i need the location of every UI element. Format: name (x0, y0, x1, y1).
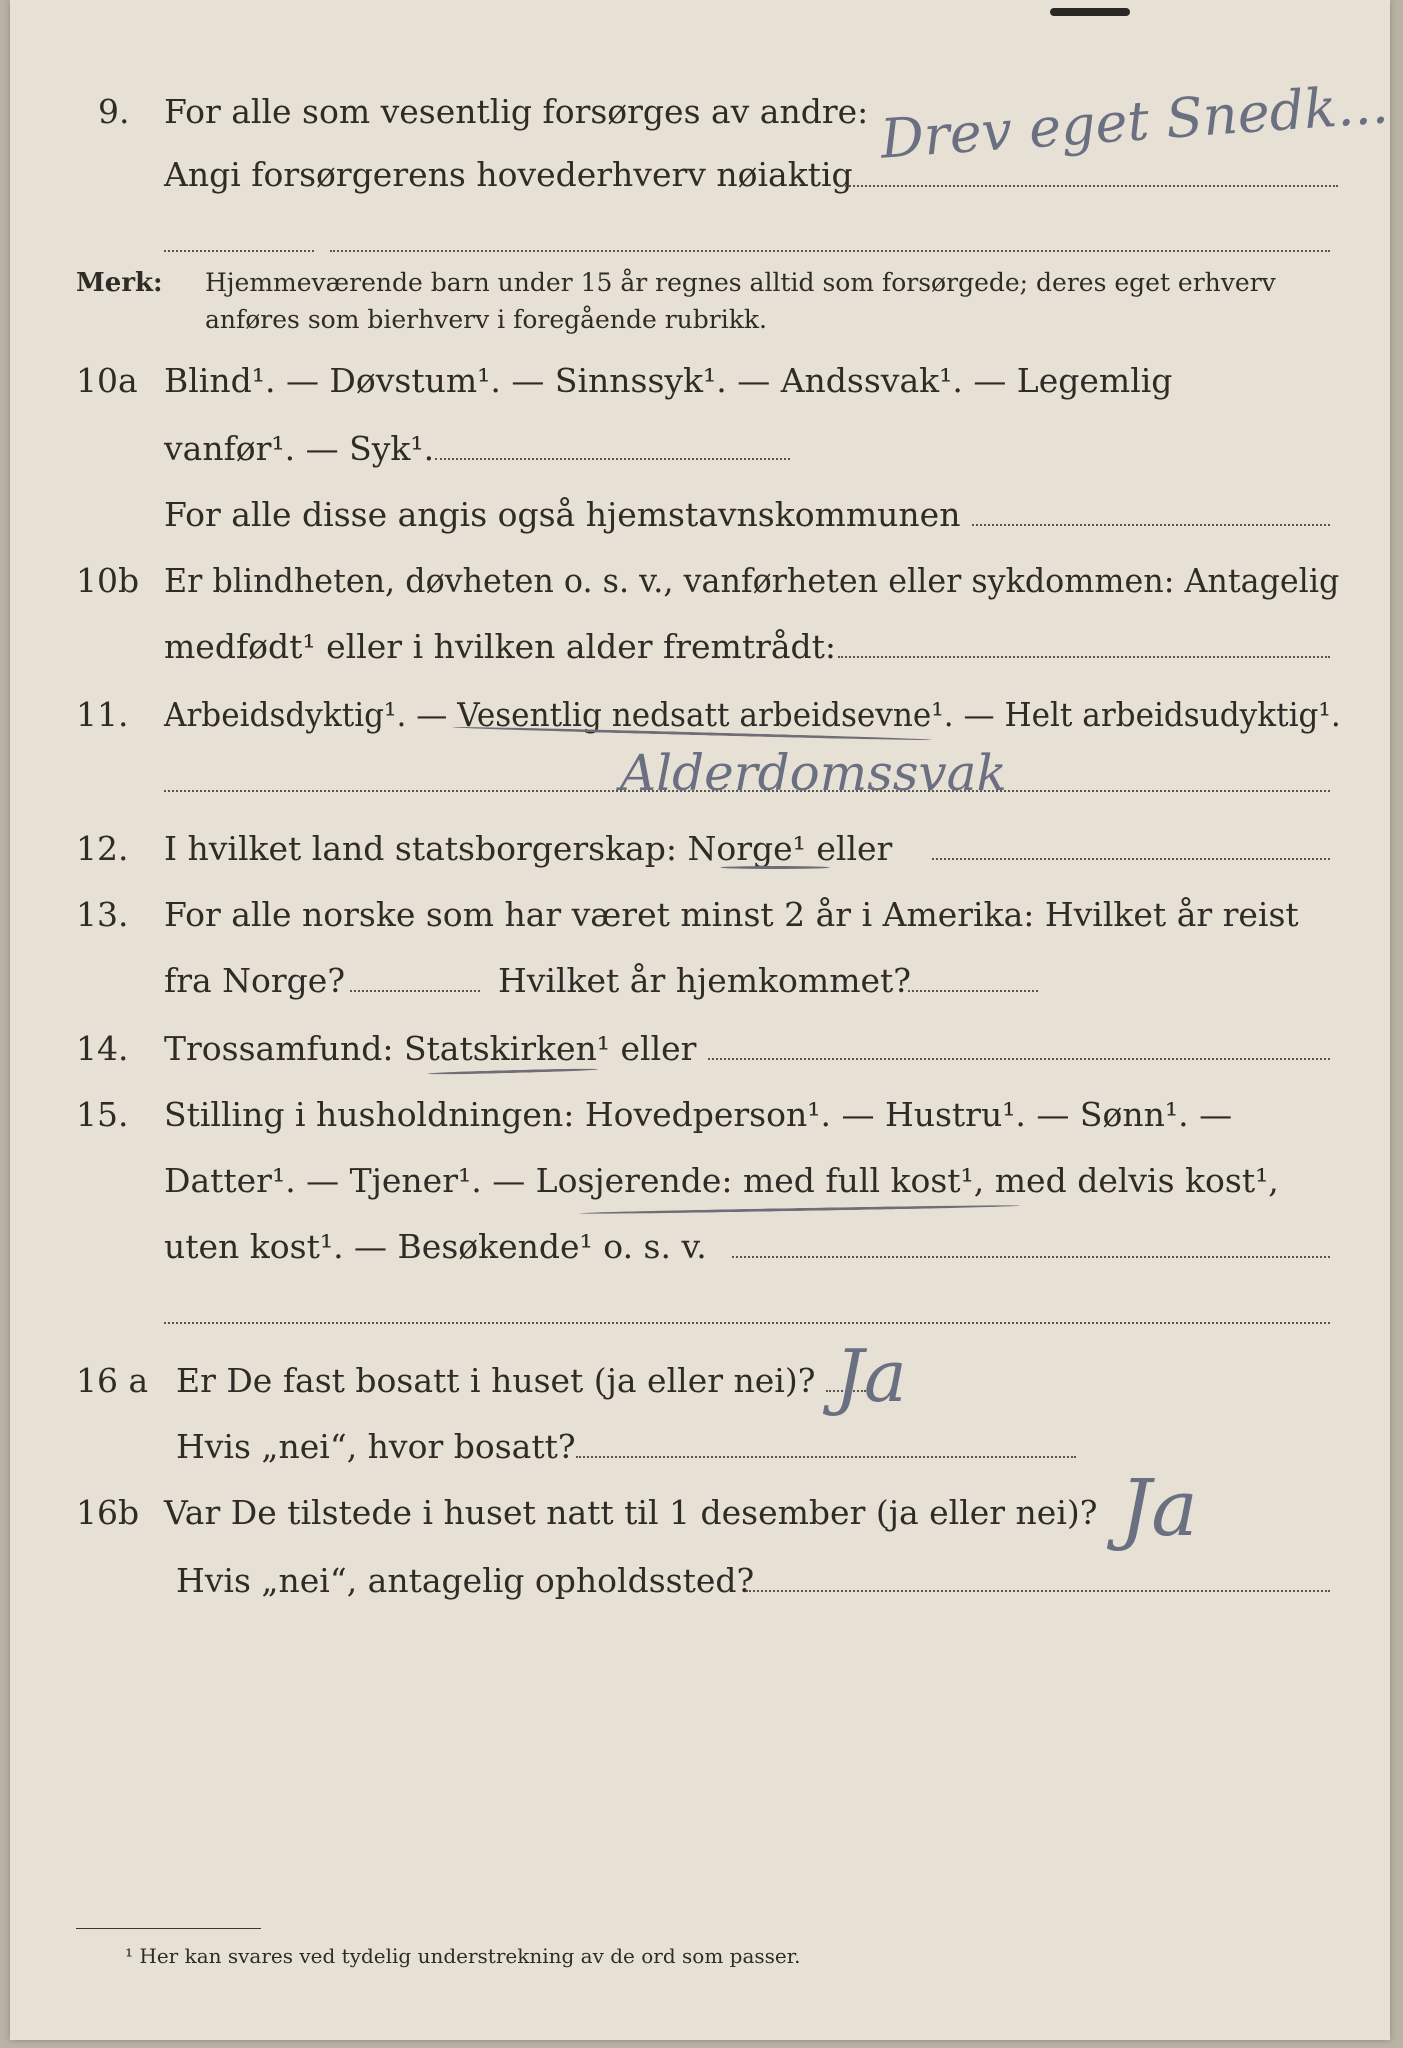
q9-handwritten-answer: Drev eget Snedk... (878, 72, 1391, 171)
q16a-line1: Er De fast bosatt i huset (ja eller nei)? (176, 1361, 816, 1400)
q15-line2: Datter¹. — Tjener¹. — Losjerende: med full kost¹, med delvis kost¹, (164, 1161, 1279, 1200)
top-edge-mark (1050, 8, 1130, 16)
q13-year-left-line (350, 990, 480, 992)
q16a-handwritten-answer: Ja (835, 1334, 907, 1418)
q16b-location-line (746, 1590, 1330, 1592)
q10b-line2: medfødt¹ eller i hvilken alder fremtrådt: (164, 627, 837, 666)
q16b-line1: Var De tilstede i huset natt til 1 desember (ja eller nei)? (164, 1493, 1098, 1532)
merk-line1: Hjemmeværende barn under 15 år regnes alltid som forsørgede; deres eget erhverv (205, 268, 1276, 297)
q12-answer-line (932, 858, 1330, 860)
q10a-answer-line2 (972, 524, 1330, 526)
q16a-number: 16 a (76, 1361, 149, 1400)
q13-number: 13. (76, 895, 129, 934)
q9-line2: Angi forsørgerens hovederhverv nøiaktig (164, 155, 853, 194)
census-form-page (10, 0, 1390, 2040)
q10a-line2: vanfør¹. — Syk¹. (164, 429, 435, 468)
q12-underline-mark (720, 866, 830, 869)
q11-number: 11. (76, 695, 129, 734)
q9-blank-line-right (330, 250, 1330, 252)
q15-number: 15. (76, 1095, 129, 1134)
q10a-answer-line1 (435, 458, 790, 460)
q10a-line1: Blind¹. — Døvstum¹. — Sinnssyk¹. — Andssvak¹. — Legemlig (164, 361, 1173, 400)
q16b-line2: Hvis „nei“, antagelig opholdssted? (176, 1561, 755, 1600)
q9-answer-line (838, 185, 1338, 187)
q13-line2b: Hvilket år hjemkommet? (498, 961, 911, 1000)
q9-blank-line-left (164, 250, 314, 252)
q13-line2a: fra Norge? (164, 961, 346, 1000)
q9-number: 9. (98, 92, 130, 131)
q12-text: I hvilket land statsborgerskap: Norge¹ eller (164, 829, 893, 868)
q13-year-returned-line (908, 990, 1038, 992)
q13-line1: For alle norske som har været minst 2 år i Amerika: Hvilket år reist (164, 895, 1299, 934)
q14-text: Trossamfund: Statskirken¹ eller (164, 1029, 697, 1068)
footnote-rule (76, 1928, 261, 1929)
q14-underline-mark (428, 1068, 598, 1075)
q10a-line3: For alle disse angis også hjemstavnskommunen (164, 495, 961, 534)
q16b-number: 16b (76, 1493, 140, 1532)
q16b-handwritten-answer: Ja (1120, 1464, 1198, 1554)
merk-line2: anføres som bierhverv i foregående rubrikk. (205, 305, 767, 334)
q12-number: 12. (76, 829, 129, 868)
q14-answer-line (708, 1058, 1330, 1060)
footnote: ¹ Her kan svares ved tydelig understrekning av de ord som passer. (125, 1944, 801, 1968)
q15-line1: Stilling i husholdningen: Hovedperson¹. — Hustru¹. — Sønn¹. — (164, 1095, 1233, 1134)
q15-answer-line1 (732, 1256, 1330, 1258)
q15-answer-line2 (164, 1322, 1330, 1324)
q15-underline-mark (580, 1204, 1020, 1215)
q14-number: 14. (76, 1029, 129, 1068)
q11-handwritten-answer: Alderdomssvak (620, 744, 1007, 802)
q9-line1: For alle som vesentlig forsørges av andre: (164, 92, 869, 131)
q10b-number: 10b (76, 561, 140, 600)
q11-line1: Arbeidsdyktig¹. — Vesentlig nedsatt arbeidsevne¹. — Helt arbeidsudyktig¹. (164, 695, 1341, 734)
q10a-number: 10a (76, 361, 138, 400)
merk-label: Merk: (76, 268, 163, 298)
q10b-line1: Er blindheten, døvheten o. s. v., vanførheten eller sykdommen: Antagelig (164, 561, 1340, 600)
q16a-where-line (576, 1456, 1076, 1458)
q10b-answer-line (838, 656, 1330, 658)
q16a-line2: Hvis „nei“, hvor bosatt? (176, 1427, 576, 1466)
q15-line3: uten kost¹. — Besøkende¹ o. s. v. (164, 1227, 707, 1266)
